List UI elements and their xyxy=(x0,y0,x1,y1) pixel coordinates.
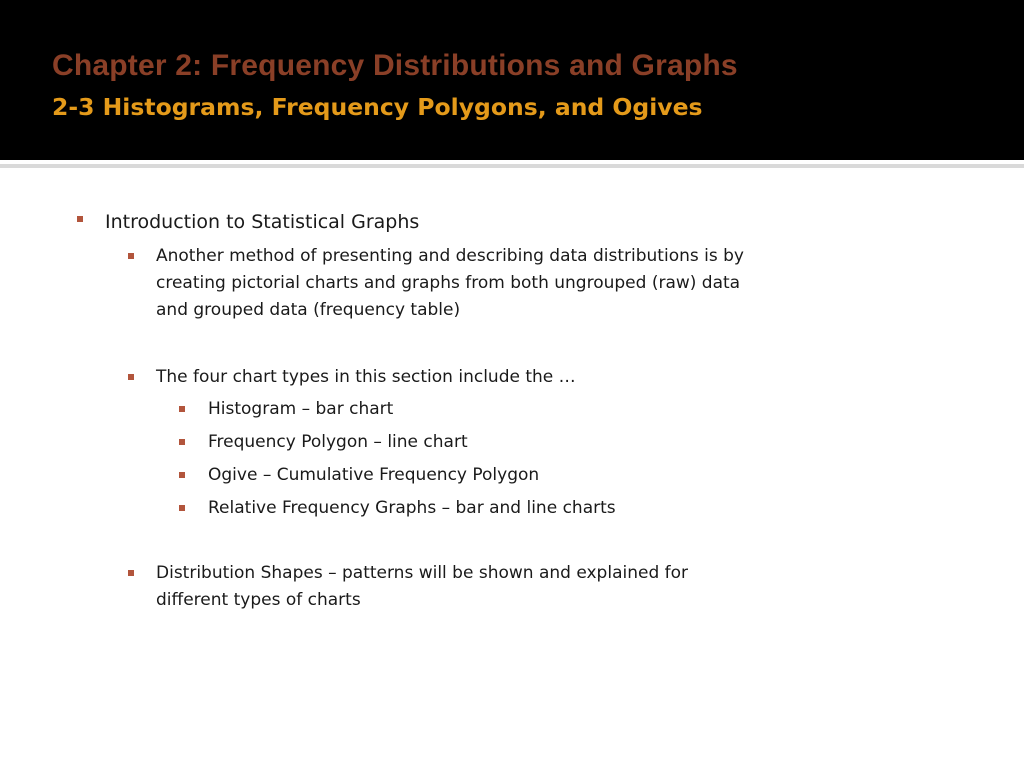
bullet-four-chart-types: The four chart types in this section include the … xyxy=(156,367,576,387)
bullet-another-method-line-2: creating pictorial charts and graphs from both ungrouped (raw) data xyxy=(156,273,741,293)
bullet-another-method-line-1: Another method of presenting and describing data distributions is by xyxy=(156,246,744,266)
bullet-square-icon xyxy=(128,570,134,576)
slide-subtitle: 2-3 Histograms, Frequency Polygons, and Ogives xyxy=(52,93,703,121)
bullet-square-icon xyxy=(77,216,83,222)
bullet-square-icon xyxy=(179,505,185,511)
bullet-square-icon xyxy=(128,374,134,380)
bullet-intro-statistical-graphs: Introduction to Statistical Graphs xyxy=(105,211,420,233)
bullet-square-icon xyxy=(179,406,185,412)
bullet-distribution-shapes-line-2: different types of charts xyxy=(156,590,361,610)
bullet-histogram: Histogram – bar chart xyxy=(208,399,394,419)
bullet-relative-frequency-graphs: Relative Frequency Graphs – bar and line charts xyxy=(208,498,616,518)
bullet-square-icon xyxy=(179,439,185,445)
bullet-ogive: Ogive – Cumulative Frequency Polygon xyxy=(208,465,540,485)
slide-title: Chapter 2: Frequency Distributions and Graphs xyxy=(52,49,738,82)
bullet-frequency-polygon: Frequency Polygon – line chart xyxy=(208,432,468,452)
bullet-square-icon xyxy=(179,472,185,478)
bullet-another-method-line-3: and grouped data (frequency table) xyxy=(156,300,461,320)
bullet-square-icon xyxy=(128,253,134,259)
bullet-distribution-shapes-line-1: Distribution Shapes – patterns will be shown and explained for xyxy=(156,563,689,583)
